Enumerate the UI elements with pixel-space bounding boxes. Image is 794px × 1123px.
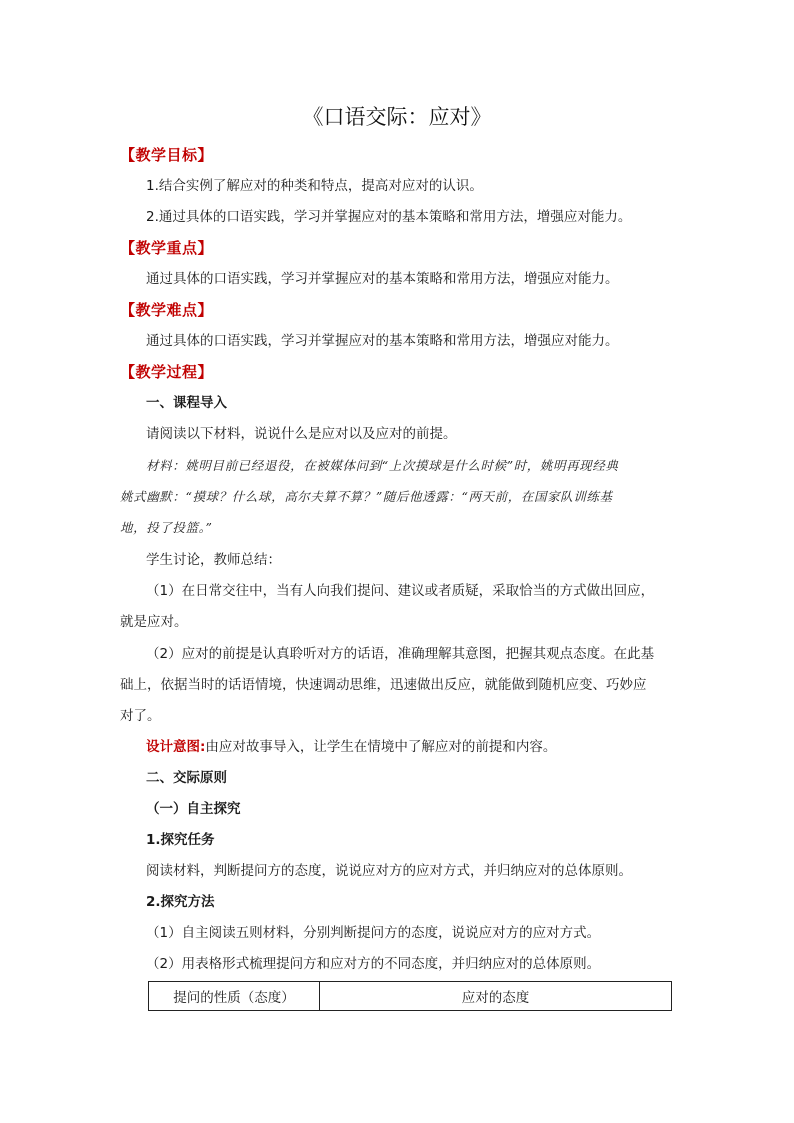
method-line-2: （2）用表格形式梳理提问方和应对方的不同态度，并归纳应对的总体原则。 xyxy=(146,956,601,972)
attitude-table xyxy=(148,981,672,1011)
task-heading: 1.探究任务 xyxy=(146,832,215,848)
method-line-1: （1）自主阅读五则材料，分别判断提问方的态度，说说应对方的应对方式。 xyxy=(146,925,601,941)
section-heading-key: 【教学重点】 xyxy=(120,239,214,257)
intro-text: 请阅读以下材料，说说什么是应对以及应对的前提。 xyxy=(146,426,457,442)
point1-line-1: （1）在日常交往中，当有人向我们提问、建议或者质疑，采取恰当的方式做出回应， xyxy=(146,583,655,599)
design-intent-label: 设计意图: xyxy=(146,739,206,755)
table-header-response-attitude: 应对的态度 xyxy=(461,990,530,1006)
material-line-1: 材料：姚明目前已经退役，在被媒体问到“上次摸球是什么时候”时，姚明再现经典 xyxy=(146,458,619,473)
point2-line-3: 对了。 xyxy=(120,708,161,724)
material-line-2: 姚式幽默：“摸球？什么球，高尔夫算不算？”随后他透露：“两天前，在国家队训练基 xyxy=(120,489,613,504)
point2-line-2: 础上，依据当时的话语情境，快速调动思维，迅速做出反应，就能做到随机应变、巧妙应 xyxy=(120,677,647,693)
discussion-text: 学生讨论，教师总结： xyxy=(146,552,281,568)
design-intent-text: 由应对故事导入，让学生在情境中了解应对的前提和内容。 xyxy=(205,739,557,755)
point1-line-2: 就是应对。 xyxy=(120,614,188,630)
sub1-heading: （一）自主探究 xyxy=(146,801,241,817)
key-text: 通过具体的口语实践，学习并掌握应对的基本策略和常用方法，增强应对能力。 xyxy=(146,271,619,287)
part2-heading: 二、交际原则 xyxy=(146,770,227,786)
method-heading: 2.探究方法 xyxy=(146,894,215,910)
goal-line-2: 2.通过具体的口语实践，学习并掌握应对的基本策略和常用方法，增强应对能力。 xyxy=(146,209,632,225)
section-heading-goals: 【教学目标】 xyxy=(120,146,214,164)
section-heading-difficulty: 【教学难点】 xyxy=(120,301,214,319)
point2-line-1: （2）应对的前提是认真聆听对方的话语，准确理解其意图，把握其观点态度。在此基 xyxy=(146,646,655,662)
document-title: 《口语交际：应对》 xyxy=(302,105,492,129)
section-heading-process: 【教学过程】 xyxy=(120,363,214,381)
design-intent xyxy=(146,736,556,758)
part1-heading: 一、课程导入 xyxy=(146,395,227,411)
task-text: 阅读材料，判断提问方的态度，说说应对方的应对方式，并归纳应对的总体原则。 xyxy=(146,863,632,879)
goal-line-1: 1.结合实例了解应对的种类和特点，提高对应对的认识。 xyxy=(146,178,483,194)
material-line-3: 地，投了投篮。” xyxy=(120,520,213,535)
difficulty-text: 通过具体的口语实践，学习并掌握应对的基本策略和常用方法，增强应对能力。 xyxy=(146,333,619,349)
table-header-question-nature: 提问的性质（态度） xyxy=(149,982,320,1010)
